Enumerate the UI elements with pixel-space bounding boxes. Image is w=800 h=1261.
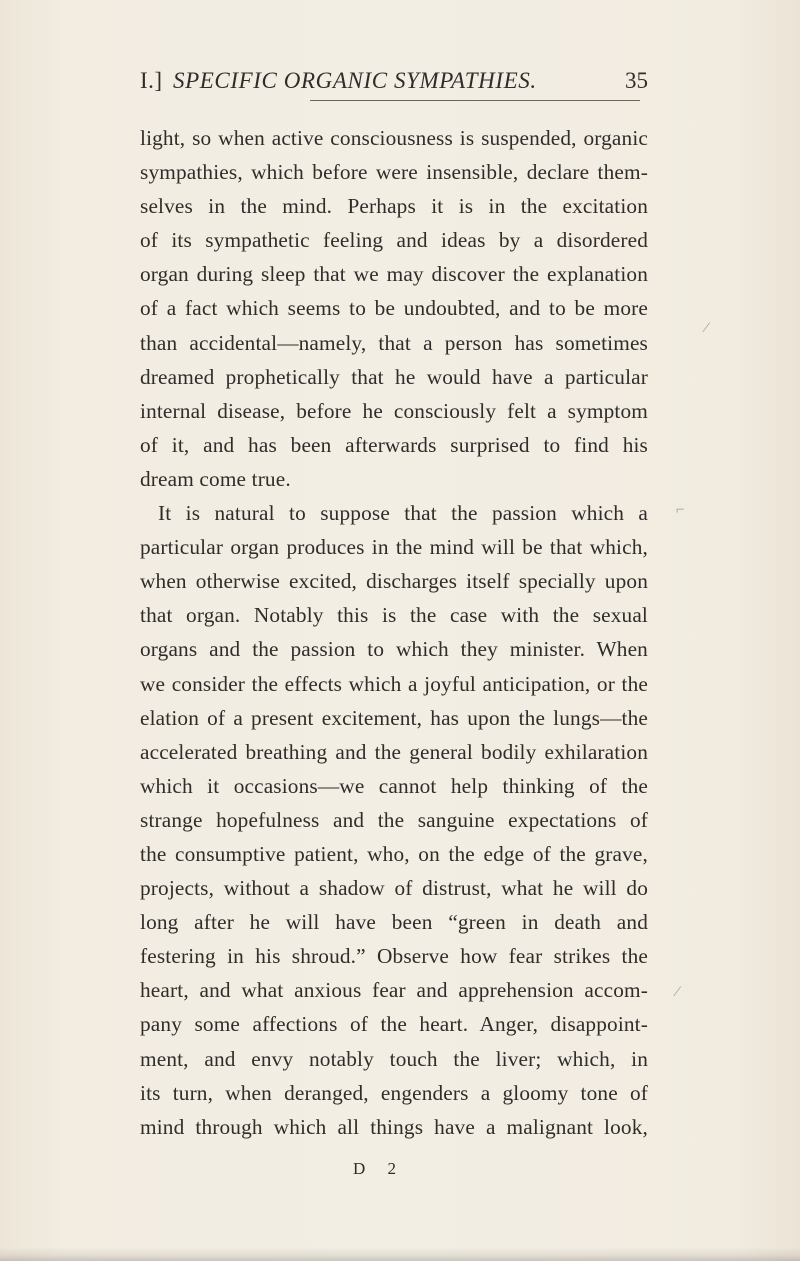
text-line: the consumptive patient, who, on the edge of the grave, (140, 841, 648, 866)
page-number: 35 (625, 68, 648, 93)
text-line: that organ. Notably this is the case with the sexual (140, 603, 648, 628)
text-line: projects, without a shadow of distrust, what he will do (140, 876, 648, 901)
text-line: festering in his shroud.” Observe how fear strikes the (140, 944, 648, 969)
text-line: of its sympathetic feeling and ideas by a disordered (140, 228, 648, 253)
text-line: organ during sleep that we may discover the explanation (140, 262, 648, 287)
text-line: dreamed prophetically that he would have a particular (140, 364, 648, 389)
signature-mark: D 2 (353, 1159, 406, 1178)
text-line: strange hopefulness and the sanguine expectations of (140, 807, 648, 832)
chapter-number: I.] (140, 68, 163, 93)
header-rule (310, 100, 640, 101)
text-line: ment, and envy notably touch the liver; which, in (140, 1046, 648, 1071)
margin-pencil-mark: ⁄ (676, 984, 679, 1000)
text-line: sympathies, which before were insensible, declare them- (140, 160, 648, 185)
text-line: organs and the passion to which they minister. When (140, 637, 648, 662)
text-line: we consider the effects which a joyful anticipation, or the (140, 671, 648, 696)
text-line: mind through which all things have a malignant look, (140, 1114, 648, 1139)
margin-pencil-mark: ⌐ (676, 502, 685, 518)
text-line: selves in the mind. Perhaps it is in the excitation (140, 194, 648, 219)
text-line: of a fact which seems to be undoubted, and to be more (140, 296, 648, 321)
text-line: heart, and what anxious fear and apprehension accom- (140, 978, 648, 1003)
text-line: than accidental—namely, that a person has sometimes (140, 330, 648, 355)
text-line: internal disease, before he consciously felt a symptom (140, 398, 648, 423)
running-title: SPECIFIC ORGANIC SYMPATHIES. (173, 68, 537, 93)
text-line: accelerated breathing and the general bodily exhilaration (140, 739, 648, 764)
text-line: It is natural to suppose that the passion which a (158, 501, 648, 526)
text-line: of it, and has been afterwards surprised to find his (140, 432, 648, 457)
text-line: when otherwise excited, discharges itself specially upon (140, 569, 648, 594)
text-line: which it occasions—we cannot help thinking of the (140, 773, 648, 798)
text-line: its turn, when deranged, engenders a gloomy tone of (140, 1080, 648, 1105)
running-header (140, 68, 648, 102)
text-line: particular organ produces in the mind will be that which, (140, 535, 648, 560)
text-line: dream come true. (140, 466, 291, 491)
text-line: elation of a present excitement, has upon the lungs—the (140, 705, 648, 730)
text-line: long after he will have been “green in death and (140, 910, 648, 935)
text-line: pany some affections of the heart. Anger, disappoint- (140, 1012, 648, 1037)
page-bottom-shadow (0, 1247, 800, 1261)
text-line: light, so when active consciousness is suspended, organic (140, 126, 648, 150)
margin-pencil-mark: ⁄ (705, 320, 708, 336)
body-text (140, 121, 648, 1144)
